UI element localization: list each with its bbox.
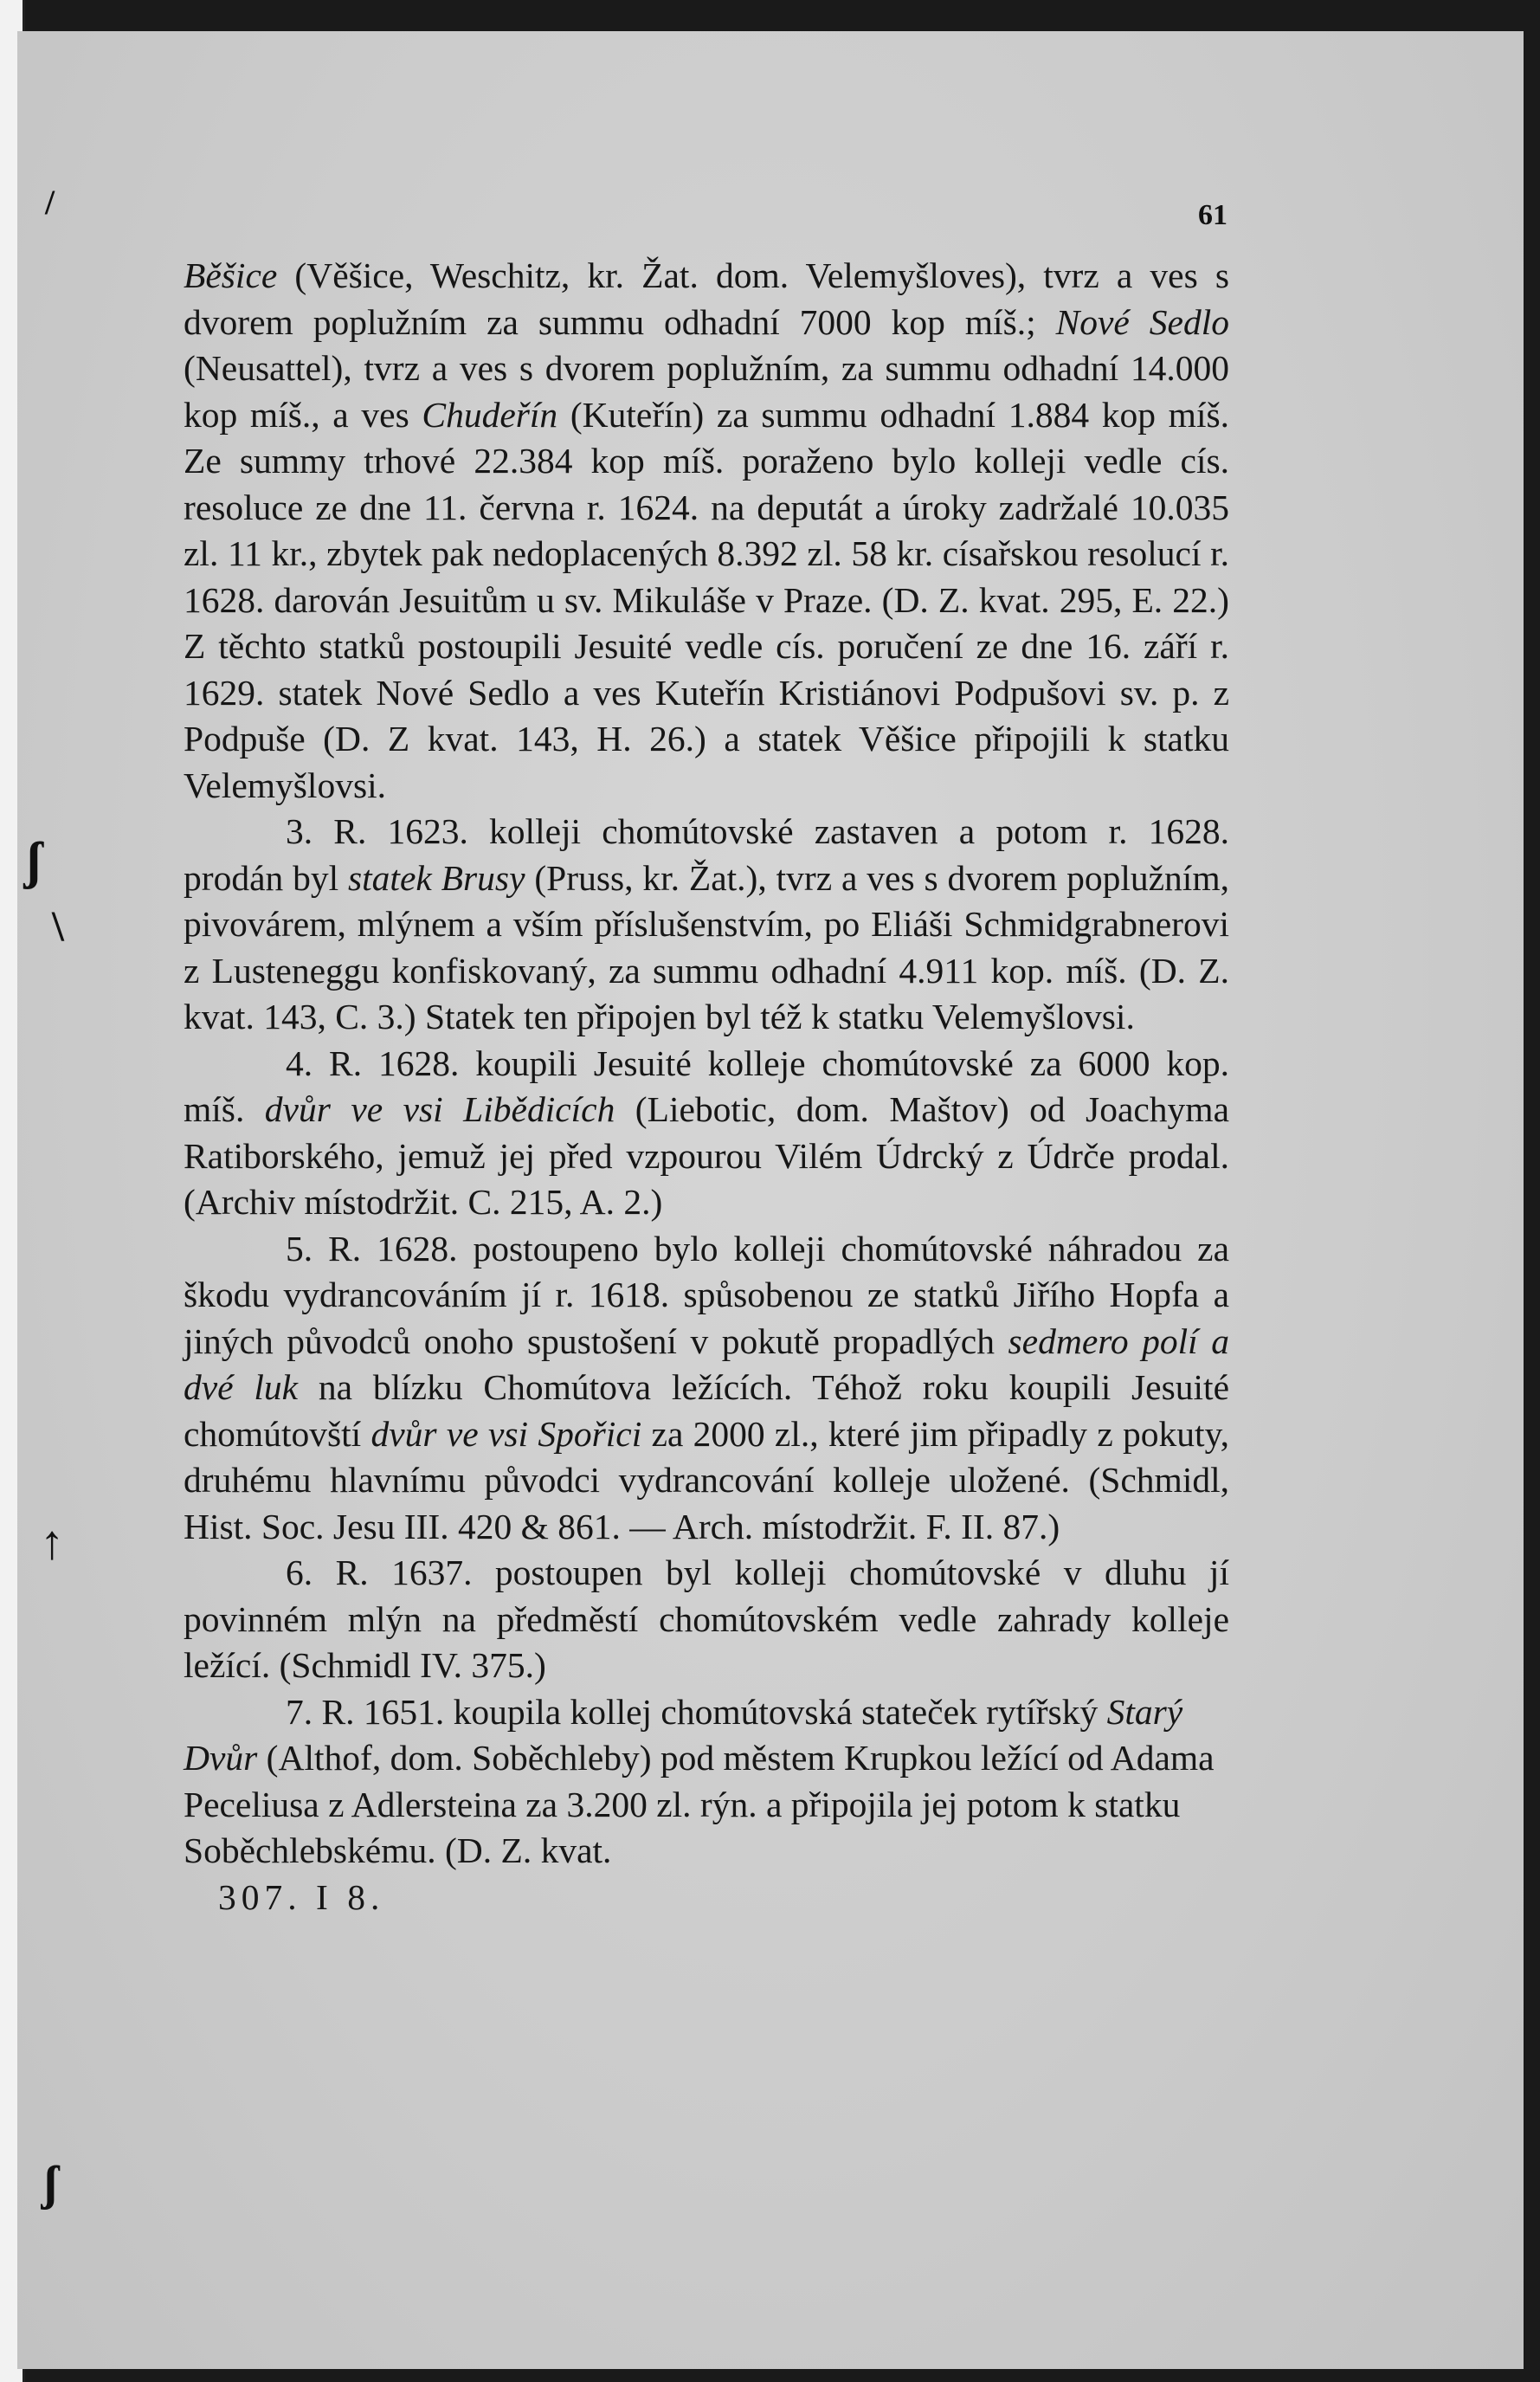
text-run: (Althof, dom. Soběchleby) pod městem Krupkou ležící od Adama Peceliusa z Adlersteina za 3.200 zl. rýn. a připojila jej potom k statku Soběchlebskému. (D. Z. kvat.: [184, 1738, 1215, 1870]
margin-mark-icon: ʃ: [26, 832, 42, 889]
page-number: 61: [1198, 199, 1227, 231]
margin-mark-icon: ↑: [40, 1516, 64, 1570]
italic-term: Nové Sedlo: [1055, 301, 1229, 342]
italic-term: dvůr ve vsi Spořici: [371, 1413, 642, 1454]
text-run: (Neusattel), tvrz a ves s dvorem poplužním, za summu odhadní 14.000 kop míš., a ves: [184, 348, 1229, 435]
text-run: (Pruss, kr. Žat.), tvrz a ves s dvorem poplužním, pivovárem, mlýnem a vším příslušenstvím, po Eliáši Schmidgrabnerovi z Lusteneggu konfiskovaný, za summu odhadní 4.911 kop. míš. (D. Z. kvat. 143, C. 3.) Statek ten připojen byl též k statku Velemyšlovsi.: [184, 857, 1229, 1036]
italic-term: Běšice: [184, 255, 278, 295]
paragraph: [184, 1689, 1229, 1875]
paragraph: [184, 1041, 1229, 1226]
trailing-line: 307. I 8.: [218, 1876, 385, 1917]
text-run: 4. R. 1628. koupili Jesuité kolleje chomútovské za 6000 kop. míš.: [184, 1043, 1229, 1129]
margin-mark-icon: ʃ: [43, 2157, 58, 2211]
text-run: na blízku Chomútova ležících. Téhož roku koupili Jesuité chomútovští: [184, 1367, 1229, 1454]
text-run: za 2000 zl., které jim připadly z pokuty, druhému hlavnímu původci vydrancování kolleje uložené. (Schmidl, Hist. Soc. Jesu III. 420 & 861. — Arch. místodržit. F. II. 87.): [184, 1413, 1230, 1546]
paragraph: [184, 253, 1229, 809]
text-run: 7. R. 1651. koupila kollej chomútovská stateček rytířský: [286, 1691, 1107, 1732]
paragraph: [184, 1226, 1229, 1551]
page-text: [184, 253, 1229, 1920]
text-run: 3. R. 1623. kolleji chomútovské zastaven a potom r. 1628. prodán byl: [184, 811, 1229, 898]
text-run: (Věšice, Weschitz, kr. Žat. dom. Velemyšloves), tvrz a ves s dvorem poplužním za summu odhadní 7000 kop míš.;: [184, 255, 1229, 342]
paragraph: [184, 809, 1229, 1041]
paragraph: [184, 1550, 1229, 1689]
italic-term: dvůr ve vsi Libědicích: [264, 1089, 615, 1129]
italic-term: Chudeřín: [422, 394, 558, 435]
margin-mark-icon: \: [52, 901, 64, 950]
text-run: 5. R. 1628. postoupeno bylo kolleji chomútovské náhradou za škodu vydrancováním jí r. 1618. spůsobenou ze statků Jiřího Hopfa a jiných původců onoho spustošení v pokutě propadlých: [184, 1228, 1229, 1361]
italic-term: Starý Dvůr: [184, 1691, 1183, 1778]
italic-term: statek Brusy: [348, 857, 525, 898]
text-run: (Liebotic, dom. Maštov) od Joachyma Ratiborského, jemuž jej před vzpourou Vilém Údrcký z Údrče prodal. (Archiv místodržit. C. 215, A. 2.): [184, 1089, 1229, 1222]
text-run: 6. R. 1637. postoupen byl kolleji chomútovské v dluhu jí povinném mlýn na předměstí chomútovském vedle zahrady kolleje ležící. (Schmidl IV. 375.): [184, 1552, 1229, 1685]
italic-term: sedmero polí a dvé luk: [184, 1320, 1229, 1407]
text-run: (Kuteřín) za summu odhadní 1.884 kop míš. Ze summy trhové 22.384 kop míš. poraženo bylo kolleji vedle cís. resoluce ze dne 11. června r. 1624. na deputát a úroky zadržalé 10.035 zl. 11 kr., zbytek pak nedoplacených 8.392 zl. 58 kr. císařskou resolucí r. 1628. darován Jesuitům u sv. Mikuláše v Praze. (D. Z. kvat. 295, E. 22.) Z těchto statků postoupili Jesuité vedle cís. poručení ze dne 16. září r. 1629. statek Nové Sedlo a ves Kuteřín Kristiánovi Podpušovi sv. p. z Podpuše (D. Z kvat. 143, H. 26.) a statek Věšice připojili k statku Velemyšlovsi.: [184, 394, 1229, 805]
margin-mark-icon: /: [45, 183, 55, 222]
